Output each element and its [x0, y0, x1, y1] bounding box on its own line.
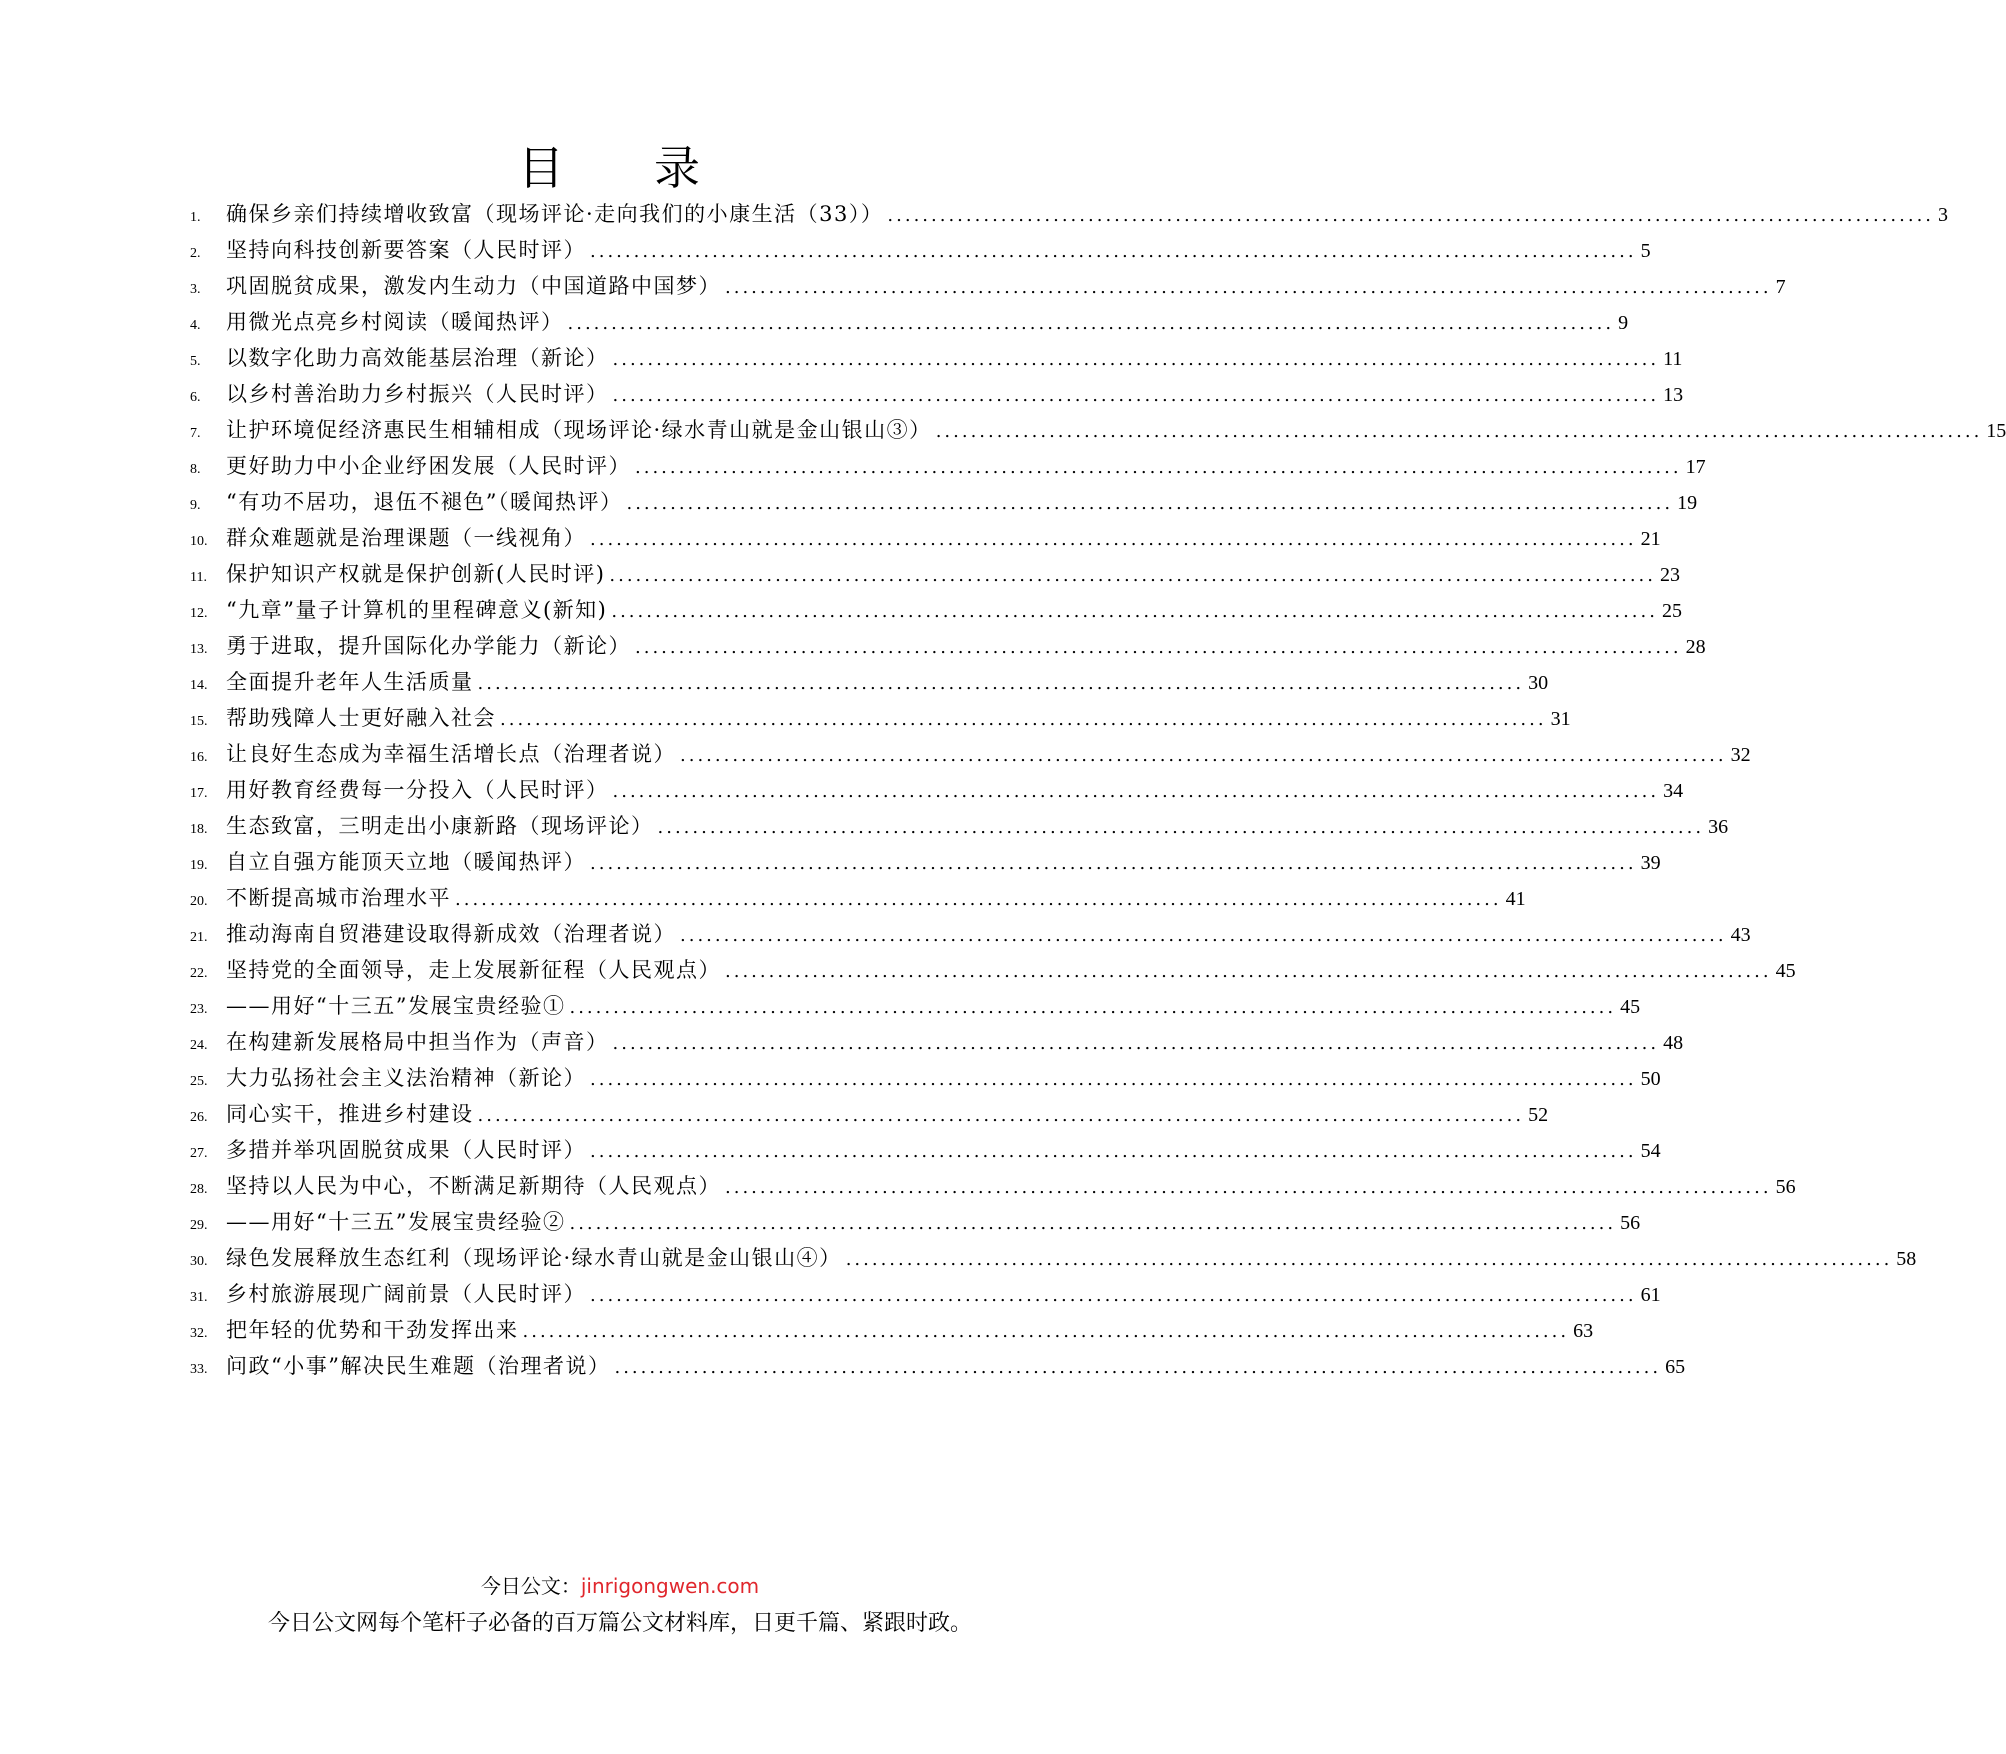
toc-entry-title: 乡村旅游展现广阔前景（人民时评）: [226, 1282, 586, 1306]
toc-entry-page: 3: [1938, 204, 1949, 226]
toc-entry[interactable]: [190, 1276, 1661, 1312]
toc-entry[interactable]: [190, 556, 1680, 592]
toc-entry[interactable]: [190, 268, 1786, 304]
toc-entry[interactable]: [190, 844, 1661, 880]
toc-entry-page: 52: [1528, 1104, 1549, 1126]
table-of-contents: [190, 196, 2006, 1384]
toc-entry-page: 45: [1775, 960, 1796, 982]
toc-entry-page: 54: [1640, 1140, 1661, 1162]
toc-entry-page: 39: [1640, 852, 1661, 874]
toc-entry-number: 3.: [190, 282, 201, 297]
toc-entry-number: 10.: [190, 534, 208, 549]
toc-entry-number: 24.: [190, 1038, 208, 1053]
toc-entry-number: 2.: [190, 246, 201, 261]
toc-entry-title: 勇于进取，提升国际化办学能力（新论）: [226, 634, 631, 658]
footer-tagline: 今日公文网每个笔杆子必备的百万篇公文材料库，日更千篇、紧跟时政。: [267, 1611, 972, 1636]
toc-dot-leader: ........................................................................................................................: [680, 925, 1727, 946]
toc-entry[interactable]: [190, 916, 1751, 952]
toc-entry[interactable]: [190, 736, 1751, 772]
toc-entry-number: 21.: [190, 930, 208, 945]
toc-entry-number: 30.: [190, 1254, 208, 1269]
toc-dot-leader: ........................................................................................................................: [590, 241, 1637, 262]
toc-entry-number: 8.: [190, 462, 201, 477]
toc-entry-number: 33.: [190, 1362, 208, 1377]
toc-entry-page: 63: [1573, 1320, 1594, 1342]
toc-entry-title: 坚持向科技创新要答案（人民时评）: [226, 238, 586, 262]
toc-dot-leader: ........................................................................................................................: [590, 1285, 1637, 1306]
toc-entry-number: 22.: [190, 966, 208, 981]
toc-entry[interactable]: [190, 1096, 1549, 1132]
toc-entry-page: 11: [1663, 348, 1683, 370]
toc-entry-number: 28.: [190, 1182, 208, 1197]
toc-entry-number: 16.: [190, 750, 208, 765]
toc-dot-leader: ........................................................................................................................: [887, 205, 1935, 226]
toc-entry-title: 群众难题就是治理课题（一线视角）: [226, 526, 586, 550]
toc-dot-leader: ........................................................................................................................: [569, 1213, 1617, 1234]
toc-entry-number: 19.: [190, 858, 208, 873]
toc-entry[interactable]: [190, 376, 1684, 412]
toc-dot-leader: ........................................................................................................................: [612, 349, 1660, 370]
toc-entry[interactable]: [190, 1024, 1684, 1060]
toc-entry-title: 全面提升老年人生活质量: [226, 670, 474, 694]
toc-entry-page: 32: [1730, 744, 1751, 766]
toc-dot-leader: ........................................................................................................................: [590, 529, 1637, 550]
toc-dot-leader: ........................................................................................................................: [567, 313, 1615, 334]
toc-entry[interactable]: [190, 808, 1729, 844]
toc-dot-leader: ........................................................................................................................: [609, 565, 1656, 586]
toc-entry-title: 用好教育经费每一分投入（人民时评）: [226, 778, 609, 802]
toc-entry[interactable]: [190, 1312, 1594, 1348]
toc-entry-title: 坚持党的全面领导，走上发展新征程（人民观点）: [226, 958, 721, 982]
toc-dot-leader: ........................................................................................................................: [725, 277, 1772, 298]
toc-entry-title: 生态致富，三明走出小康新路（现场评论）: [226, 814, 654, 838]
toc-entry-title: 多措并举巩固脱贫成果（人民时评）: [226, 1138, 586, 1162]
toc-entry-title: 让护环境促经济惠民生相辅相成（现场评论·绿水青山就是金山银山③）: [226, 418, 932, 442]
toc-dot-leader: ........................................................................................................................: [500, 709, 1547, 730]
toc-dot-leader: ........................................................................................................................: [590, 853, 1637, 874]
toc-entry-page: 7: [1775, 276, 1786, 298]
toc-entry-title: 把年轻的优势和干劲发挥出来: [226, 1318, 519, 1342]
toc-entry-number: 27.: [190, 1146, 208, 1161]
toc-entry-page: 56: [1775, 1176, 1796, 1198]
toc-entry-number: 7.: [190, 426, 201, 441]
toc-entry[interactable]: [190, 988, 1641, 1024]
footer-site-url[interactable]: jinrigongwen.com: [580, 1574, 760, 1598]
toc-entry-number: 20.: [190, 894, 208, 909]
toc-entry-title: 绿色发展释放生态红利（现场评论·绿水青山就是金山银山④）: [226, 1246, 842, 1270]
toc-entry-page: 56: [1620, 1212, 1641, 1234]
toc-entry-number: 1.: [190, 210, 201, 225]
toc-entry-number: 29.: [190, 1218, 208, 1233]
toc-entry-title: 让良好生态成为幸福生活增长点（治理者说）: [226, 742, 676, 766]
toc-entry-number: 17.: [190, 786, 208, 801]
toc-entry[interactable]: [190, 700, 1571, 736]
toc-entry-number: 23.: [190, 1002, 208, 1017]
toc-entry-page: 15: [1986, 420, 2006, 442]
toc-entry[interactable]: [190, 520, 1661, 556]
toc-entry-number: 31.: [190, 1290, 208, 1305]
toc-dot-leader: ........................................................................................................................: [635, 457, 1682, 478]
toc-dot-leader: ........................................................................................................................: [635, 637, 1682, 658]
toc-entry-page: 25: [1661, 600, 1682, 622]
toc-entry-title: “九章”量子计算机的里程碑意义(新知): [226, 598, 608, 622]
toc-entry[interactable]: [190, 1060, 1661, 1096]
toc-entry-number: 26.: [190, 1110, 208, 1125]
toc-entry-page: 31: [1550, 708, 1571, 730]
toc-entry[interactable]: [190, 880, 1526, 916]
toc-entry-page: 5: [1640, 240, 1651, 262]
toc-entry-page: 65: [1665, 1356, 1686, 1378]
toc-entry-page: 17: [1685, 456, 1706, 478]
toc-dot-leader: ........................................................................................................................: [725, 961, 1772, 982]
toc-entry-title: 在构建新发展格局中担当作为（声音）: [226, 1030, 609, 1054]
toc-entry[interactable]: [190, 304, 1629, 340]
toc-dot-leader: ........................................................................................................................: [612, 385, 1660, 406]
toc-dot-leader: ........................................................................................................................: [522, 1321, 1570, 1342]
toc-dot-leader: ........................................................................................................................: [477, 673, 1525, 694]
toc-entry[interactable]: [190, 1240, 1917, 1276]
toc-dot-leader: ........................................................................................................................: [626, 493, 1674, 514]
toc-dot-leader: ........................................................................................................................: [725, 1177, 1772, 1198]
toc-entry-number: 5.: [190, 354, 201, 369]
toc-entry[interactable]: [190, 1132, 1661, 1168]
toc-entry-title: 以乡村善治助力乡村振兴（人民时评）: [226, 382, 609, 406]
toc-entry[interactable]: [190, 592, 1682, 628]
toc-entry-title: 确保乡亲们持续增收致富（现场评论·走向我们的小康生活（33））: [226, 202, 884, 226]
toc-dot-leader: ........................................................................................................................: [611, 601, 1658, 622]
toc-entry-title: ——用好“十三五”发展宝贵经验②: [226, 1210, 566, 1234]
toc-entry-title: 帮助残障人士更好融入社会: [226, 706, 496, 730]
toc-entry-number: 14.: [190, 678, 208, 693]
toc-entry-page: 9: [1618, 312, 1629, 334]
toc-entry-number: 4.: [190, 318, 201, 333]
toc-entry-title: 以数字化助力高效能基层治理（新论）: [226, 346, 609, 370]
toc-dot-leader: ........................................................................................................................: [590, 1141, 1637, 1162]
toc-entry-title: 问政“小事”解决民生难题（治理者说）: [226, 1354, 611, 1378]
toc-entry-page: 28: [1685, 636, 1706, 658]
toc-entry-number: 25.: [190, 1074, 208, 1089]
toc-entry-number: 13.: [190, 642, 208, 657]
toc-entry-title: 大力弘扬社会主义法治精神（新论）: [226, 1066, 586, 1090]
toc-entry-number: 6.: [190, 390, 201, 405]
toc-entry-page: 41: [1505, 888, 1526, 910]
toc-entry-page: 36: [1708, 816, 1729, 838]
footer-site-label: 今日公文：: [480, 1574, 581, 1598]
toc-entry[interactable]: [190, 448, 1706, 484]
toc-entry-title: ——用好“十三五”发展宝贵经验①: [226, 994, 566, 1018]
toc-entry-number: 18.: [190, 822, 208, 837]
toc-entry[interactable]: [190, 952, 1796, 988]
toc-entry[interactable]: [190, 1204, 1641, 1240]
toc-entry-title: 自立自强方能顶天立地（暖闻热评）: [226, 850, 586, 874]
footer-site-line: [0, 1570, 1240, 1599]
toc-entry-page: 61: [1640, 1284, 1661, 1306]
toc-entry-page: 19: [1677, 492, 1698, 514]
toc-entry-title: “有功不居功，退伍不褪色”（暖闻热评）: [226, 490, 623, 514]
toc-entry-page: 21: [1640, 528, 1661, 550]
toc-entry-number: 11.: [190, 570, 207, 585]
toc-dot-leader: ........................................................................................................................: [455, 889, 1502, 910]
toc-entry-title: 同心实干，推进乡村建设: [226, 1102, 474, 1126]
toc-dot-leader: ........................................................................................................................: [569, 997, 1617, 1018]
toc-entry-title: 更好助力中小企业纾困发展（人民时评）: [226, 454, 631, 478]
toc-entry[interactable]: [190, 628, 1706, 664]
toc-entry[interactable]: [190, 412, 2006, 448]
toc-entry-page: 23: [1660, 564, 1680, 586]
toc-entry-number: 32.: [190, 1326, 208, 1341]
toc-entry-page: 13: [1663, 384, 1684, 406]
toc-entry-title: 巩固脱贫成果，激发内生动力（中国道路中国梦）: [226, 274, 721, 298]
toc-entry-page: 58: [1896, 1248, 1917, 1270]
toc-entry[interactable]: [190, 196, 1949, 232]
toc-entry-page: 34: [1663, 780, 1684, 802]
toc-entry-title: 保护知识产权就是保护创新(人民时评): [226, 562, 606, 586]
toc-dot-leader: ........................................................................................................................: [612, 1033, 1660, 1054]
page-title: 目 录: [518, 141, 722, 195]
toc-dot-leader: ........................................................................................................................: [657, 817, 1705, 838]
toc-entry[interactable]: [190, 1348, 1686, 1384]
toc-entry-page: 45: [1620, 996, 1641, 1018]
toc-entry-title: 不断提高城市治理水平: [226, 886, 451, 910]
toc-entry-number: 12.: [190, 606, 208, 621]
toc-entry-number: 9.: [190, 498, 201, 513]
toc-entry[interactable]: [190, 340, 1683, 376]
toc-dot-leader: ........................................................................................................................: [612, 781, 1660, 802]
toc-entry-page: 30: [1528, 672, 1549, 694]
toc-entry[interactable]: [190, 232, 1651, 268]
toc-entry-page: 50: [1640, 1068, 1661, 1090]
toc-dot-leader: ........................................................................................................................: [590, 1069, 1637, 1090]
toc-entry-number: 15.: [190, 714, 208, 729]
toc-dot-leader: ........................................................................................................................: [935, 421, 1983, 442]
toc-dot-leader: ........................................................................................................................: [845, 1249, 1893, 1270]
toc-entry-title: 用微光点亮乡村阅读（暖闻热评）: [226, 310, 564, 334]
toc-entry-title: 推动海南自贸港建设取得新成效（治理者说）: [226, 922, 676, 946]
toc-dot-leader: ........................................................................................................................: [680, 745, 1727, 766]
toc-entry-title: 坚持以人民为中心，不断满足新期待（人民观点）: [226, 1174, 721, 1198]
toc-entry[interactable]: [190, 664, 1549, 700]
toc-entry-page: 48: [1663, 1032, 1684, 1054]
toc-dot-leader: ........................................................................................................................: [477, 1105, 1525, 1126]
toc-entry-page: 43: [1730, 924, 1751, 946]
toc-entry[interactable]: [190, 1168, 1796, 1204]
toc-entry[interactable]: [190, 484, 1698, 520]
toc-dot-leader: ........................................................................................................................: [614, 1357, 1662, 1378]
toc-entry[interactable]: [190, 772, 1684, 808]
